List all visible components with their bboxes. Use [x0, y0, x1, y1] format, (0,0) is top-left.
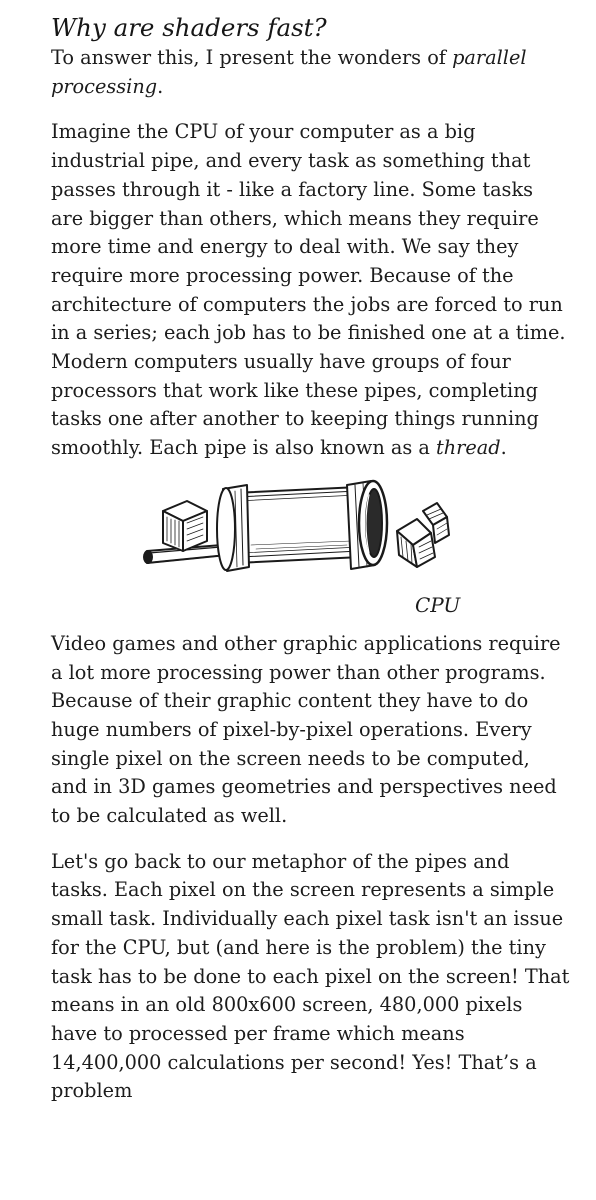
- task-cube: [163, 501, 207, 551]
- thread-emphasis: thread: [436, 436, 501, 460]
- intro-emphasis: parallel processing: [51, 46, 527, 98]
- intro-paragraph: [51, 44, 571, 101]
- bottom-fade: [0, 1176, 596, 1200]
- pipe-body: [233, 487, 361, 563]
- paragraph-cpu-pipe: [51, 118, 571, 462]
- cpu-figure: [51, 471, 571, 621]
- intro-end: .: [157, 74, 164, 98]
- paragraph-cpu-pipe-end: .: [500, 436, 507, 460]
- processed-cubes: [397, 503, 449, 567]
- pipe-right-flange: [347, 481, 387, 569]
- paragraph-pixels: Let's go back to our metaphor of the pipes and tasks. Each pixel on the screen represents a simple small task. Individually each pixel task isn't an issue for the CPU, but (and here is the problem) the tiny task has to be done to each pixel on the screen! That means in an old 800x600 screen, 480,000 pixels have to processed per frame which means 14,400,000 calculations per second! Yes! That’s a problem: [51, 849, 570, 1103]
- section-heading: Why are shaders fast?: [51, 13, 327, 42]
- paragraph-graphics: Video games and other graphic applications require a lot more processing power than other programs. Because of their graphic content they have to do huge numbers of pixel-by-pixel operations. Every single pixel on the screen needs to be computed, and in 3D games geometries and perspectives need to be calculated as well.: [51, 631, 561, 828]
- figure-caption: CPU: [415, 592, 461, 617]
- intro-text: To answer this, I present the wonders of: [51, 46, 453, 69]
- paragraph-cpu-pipe-text: Imagine the CPU of your computer as a big industrial pipe, and every task as something that passes through it - like a factory line. Some tasks are bigger than others, which means they require more time and energy to deal with. We say they require more processing power. Because of the architecture of computers the jobs are forced to run in a series; each job has to be finished one at a time. Modern computers usually have groups of four processors that work like these pipes, completing tasks one after another to keeping things running smoothly. Each pipe is also known as a: [51, 120, 566, 460]
- cpu-pipe-illustration: [51, 471, 571, 621]
- pipe-left-flange: [217, 485, 249, 571]
- article: [51, 12, 571, 1106]
